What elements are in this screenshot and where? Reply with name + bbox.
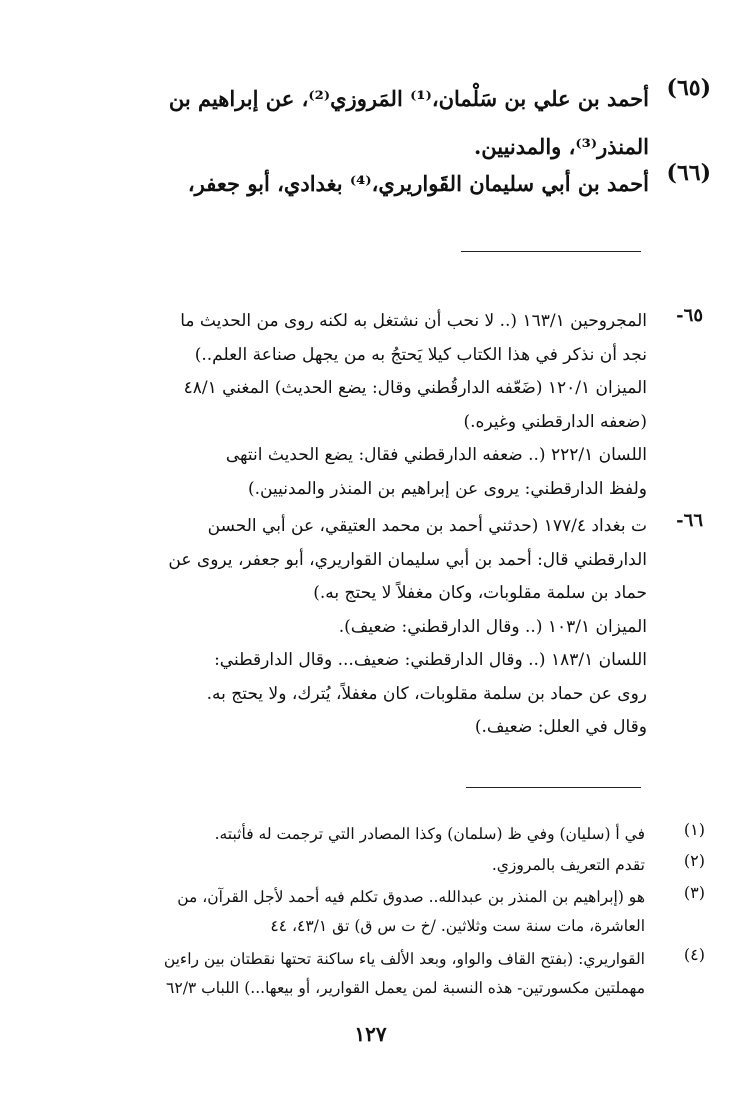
- page-number: ١٢٧: [354, 1022, 387, 1046]
- note-line: الميزان ١٠٣/١ (.. وقال الدارقطني: ضعيف).: [338, 616, 647, 637]
- note-line: (ضعفه الدارقطني وغيره.): [463, 411, 647, 432]
- note-line: ولفظ الدارقطني: يروى عن إبراهيم بن المنذر والمدنيين.): [248, 478, 647, 499]
- footnote-number: (٣): [683, 883, 705, 902]
- note-line: وقال في العلل: ضعيف.): [474, 717, 647, 737]
- entry-line: المنذر⁽³⁾، والمدنيين.: [473, 134, 649, 159]
- note-line: الميزان ١٢٠/١ (ضَعّفه الدارقُطني وقال: يضع الحديث) المغني ٤٨/١: [183, 378, 647, 398]
- note-line: المجروحين ١٦٣/١ (.. لا نحب أن نشتغل به لكنه روى من الحديث ما: [180, 311, 647, 331]
- footnote-separator-rule: [466, 787, 641, 788]
- entry-number: (٦٥): [666, 75, 711, 101]
- footnote-line: تقدم التعريف بالمروزي.: [491, 856, 645, 874]
- footnote-line: مهملتين مكسورتين- هذه النسبة لمن يعمل القوارير، أو بيعها...) اللباب ٦٢/٣: [166, 979, 645, 997]
- note-line: روى عن حماد بن سلمة مقلوبات، كان مغفلاً، يُترك، ولا يحتج به.: [206, 683, 647, 704]
- footnote-1: [95, 820, 705, 849]
- footnote-line: العاشرة، مات سنة ست وثلاثين. /خ ت س ق) تق ٤٣/١، ٤٤: [270, 917, 645, 935]
- entry-65: [89, 75, 711, 171]
- footnote-number: (٢): [683, 851, 705, 870]
- footnote-2: [95, 851, 705, 880]
- note-line: اللسان ١٨٣/١ (.. وقال الدارقطني: ضعيف... وقال الدارقطني:: [214, 650, 647, 670]
- separator-rule: [461, 251, 641, 252]
- note-line: حماد بن سلمة مقلوبات، وكان مغفلاً لا يحتج به.): [313, 583, 647, 603]
- note-line: ت بغداد ١٧٧/٤ (حدثني أحمد بن محمد العتيقي، عن أبي الحسن: [207, 516, 647, 536]
- footnote-line: القواريري: (بفتح القاف والواو، وبعد الألف ياء ساكنة تحتها نقطتان بين راءين: [163, 950, 645, 968]
- note-65: [91, 305, 703, 506]
- footnote-line: هو (إبراهيم بن المنذر بن عبدالله.. صدوق تكلم فيه أحمد لأجل القرآن، من: [177, 888, 645, 906]
- footnote-number: (١): [683, 820, 705, 839]
- entry-line: أحمد بن علي بن سَلْمان،⁽¹⁾ المَروزي⁽²⁾، عن إبراهيم بن: [168, 86, 649, 111]
- note-number: ٦٦-: [676, 510, 703, 531]
- note-line: اللسان ٢٢٢/١ (.. ضعفه الدارقطني فقال: يضع الحديث انتهى: [225, 445, 647, 465]
- entry-line: أحمد بن أبي سليمان القَواريري،⁽⁴⁾ بغدادي، أبو جعفر،: [187, 171, 649, 196]
- footnote-line: في أ (سليان) وفي ظ (سلمان) وكذا المصادر التي ترجمت له فأثبته.: [214, 825, 645, 843]
- note-number: ٦٥-: [676, 305, 703, 326]
- note-66: [91, 510, 703, 745]
- footnote-number: (٤): [683, 945, 705, 964]
- note-line: نجد أن نذكر في هذا الكتاب كيلا يَحتجُ به من يجهل صناعة العلم..): [194, 344, 647, 365]
- note-line: الدارقطني قال: أحمد بن أبي سليمان القواريري، أبو جعفر، يروى عن: [168, 549, 647, 570]
- entry-number: (٦٦): [666, 160, 711, 186]
- entry-66: [89, 160, 711, 208]
- footnote-4: [95, 945, 705, 1003]
- footnote-3: [95, 883, 705, 941]
